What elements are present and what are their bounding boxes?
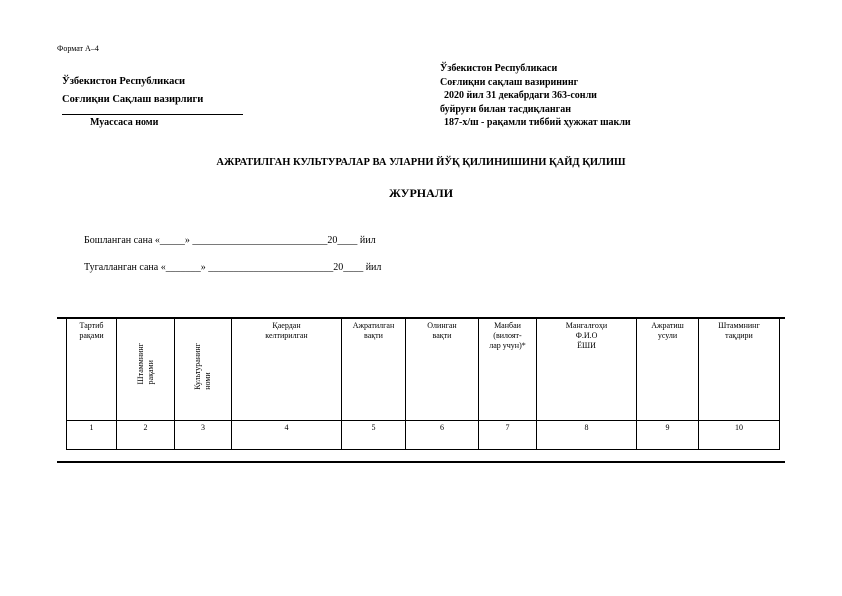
format-label: Формат А–4 — [57, 44, 99, 53]
header-received-time: Олинган вақти — [406, 319, 479, 421]
document-title: АЖРАТИЛГАН КУЛЬТУРАЛАР ВА УЛАРНИ ЙЎҚ ҚИЛИНИШИНИ ҚАЙД ҚИЛИШ — [216, 157, 626, 168]
header-order-number: Тартиб рақами — [67, 319, 117, 421]
right-header — [440, 62, 631, 130]
column-number: 9 — [637, 421, 699, 450]
column-number: 4 — [232, 421, 342, 450]
table-bottom-rule — [57, 461, 785, 463]
column-number: 10 — [699, 421, 780, 450]
journal-table — [66, 318, 780, 450]
column-number: 5 — [342, 421, 406, 450]
right-header-line4: буйруғи билан тасдиқланган — [440, 103, 571, 115]
column-number: 3 — [175, 421, 232, 450]
end-date-line: Тугалланган сана «_______» _________________________20____ йил — [84, 262, 382, 273]
document-subtitle: ЖУРНАЛИ — [388, 186, 454, 200]
header-method: Ажратиш усули — [637, 319, 699, 421]
column-number: 8 — [537, 421, 637, 450]
column-number: 1 — [67, 421, 117, 450]
table-header-row — [67, 319, 780, 421]
header-origin: Манбаи (вилоят- лар учун)* — [479, 319, 537, 421]
right-header-line3: 2020 йил 31 декабрдаги 363-сонли — [444, 90, 597, 101]
header-strain-number: Штаммнинг рақами — [117, 319, 175, 421]
right-header-line5: 187-х/ш - рақамли тиббий ҳужжат шакли — [444, 117, 631, 128]
left-header-line1: Ўзбекистон Республикаси — [62, 76, 186, 87]
left-header — [62, 73, 203, 109]
table-number-row — [67, 421, 780, 450]
institution-label: Муассаса номи — [90, 117, 159, 128]
column-number: 7 — [479, 421, 537, 450]
left-header-line2: Соғлиқни Сақлаш вазирлиги — [62, 94, 204, 105]
column-number: 2 — [117, 421, 175, 450]
right-header-line1: Ўзбекистон Республикаси — [440, 63, 558, 74]
header-culture-name: Культуранинг номи — [175, 319, 232, 421]
institution-underline — [62, 114, 243, 115]
header-strain-fate: Штаммнинг тақдири — [699, 319, 780, 421]
right-header-line2: Соғлиқни сақлаш вазирининг — [440, 76, 579, 88]
column-number: 6 — [406, 421, 479, 450]
header-isolation-time: Ажратилган вақти — [342, 319, 406, 421]
header-source-place: Қаердан келтирилган — [232, 319, 342, 421]
header-person: Мангалғоҳи Ф.И.О ЁШИ — [537, 319, 637, 421]
start-date-line: Бошланган сана «_____» ___________________________20____ йил — [84, 235, 376, 246]
